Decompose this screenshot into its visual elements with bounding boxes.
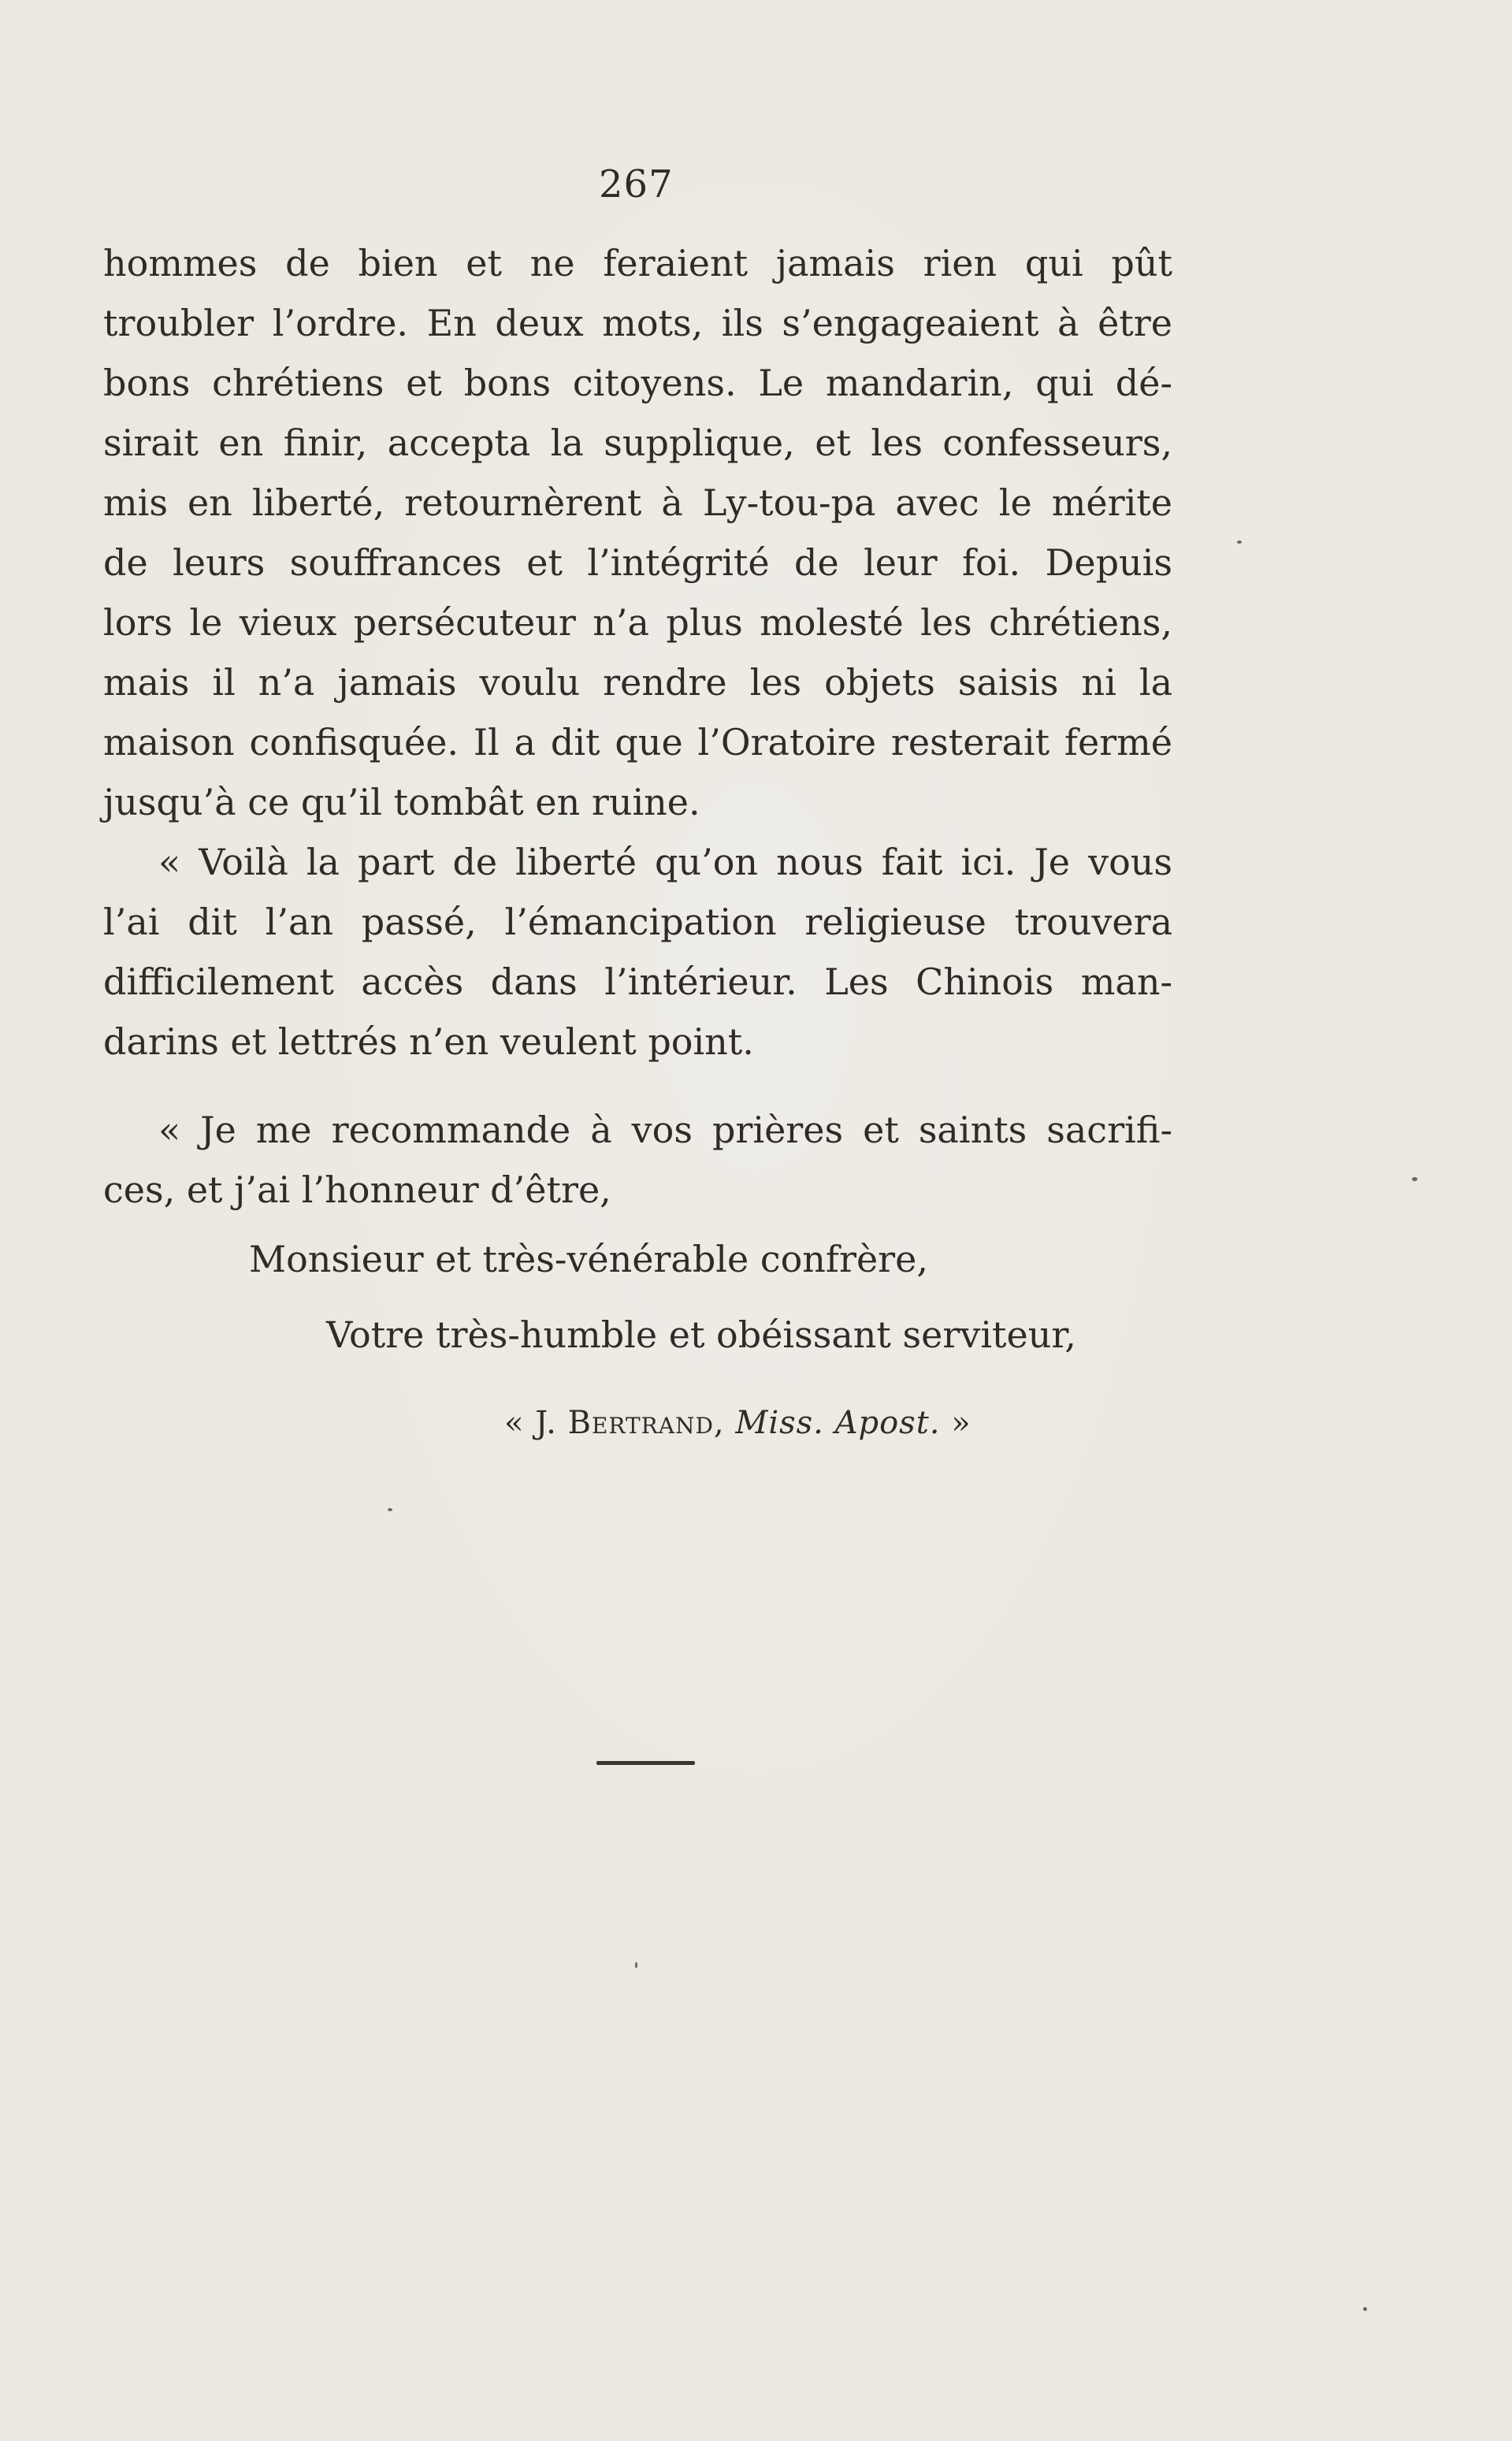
paper-speck (1363, 2307, 1367, 2311)
text-line: darins et lettrés n’en veulent point. (103, 1020, 754, 1063)
paper-speck (1237, 541, 1242, 544)
signature-close-quote: » (951, 1405, 971, 1441)
text-line: difficilement accès dans l’intérieur. Les Chinois man- (103, 960, 1172, 1003)
text-line: ces, et j’ai l’honneur d’être, (103, 1168, 611, 1211)
text-line: mais il n’a jamais voulu rendre les objets saisis ni la (103, 661, 1172, 704)
page-number: 267 (599, 162, 674, 206)
text-line: de leurs souffrances et l’intégrité de leur foi. Depuis (103, 541, 1172, 584)
text-line: « Voilà la part de liberté qu’on nous fait ici. Je vous (158, 841, 1172, 883)
text-line: mis en liberté, retournèrent à Ly-tou-pa avec le mérite (103, 481, 1172, 524)
text-line: bons chrétiens et bons citoyens. Le mandarin, qui dé- (103, 362, 1172, 404)
signature-title: Miss. Apost. (735, 1405, 941, 1441)
text-line: « Je me recommande à vos prières et saints sacrifi- (158, 1109, 1172, 1151)
end-rule (596, 1761, 695, 1765)
text-line: l’ai dit l’an passé, l’émancipation religieuse trouvera (103, 901, 1172, 943)
text-line: troubler l’ordre. En deux mots, ils s’engageaient à être (103, 302, 1172, 344)
paper-speck (388, 1508, 392, 1511)
signature-open-quote: « J. (504, 1405, 557, 1441)
text-line: jusqu’à ce qu’il tombât en ruine. (103, 781, 700, 823)
paper-speck (635, 1962, 637, 1968)
text-line: lors le vieux persécuteur n’a plus molesté les chrétiens, (103, 601, 1172, 644)
paper-speck (1412, 1177, 1417, 1181)
signature-name: Bertrand, (567, 1405, 725, 1441)
closing-formula: Votre très-humble et obéissant serviteur, (326, 1313, 1076, 1356)
closing-salutation: Monsieur et très-vénérable confrère, (249, 1238, 929, 1280)
text-line: maison confisquée. Il a dit que l’Oratoire resterait fermé (103, 721, 1172, 764)
paragraph-gap (103, 1072, 1172, 1100)
text-line: sirait en finir, accepta la supplique, et les confesseurs, (103, 422, 1172, 464)
body-text (103, 233, 1172, 1220)
text-line: hommes de bien et ne feraient jamais rien qui pût (103, 242, 1172, 284)
signature (504, 1401, 971, 1445)
